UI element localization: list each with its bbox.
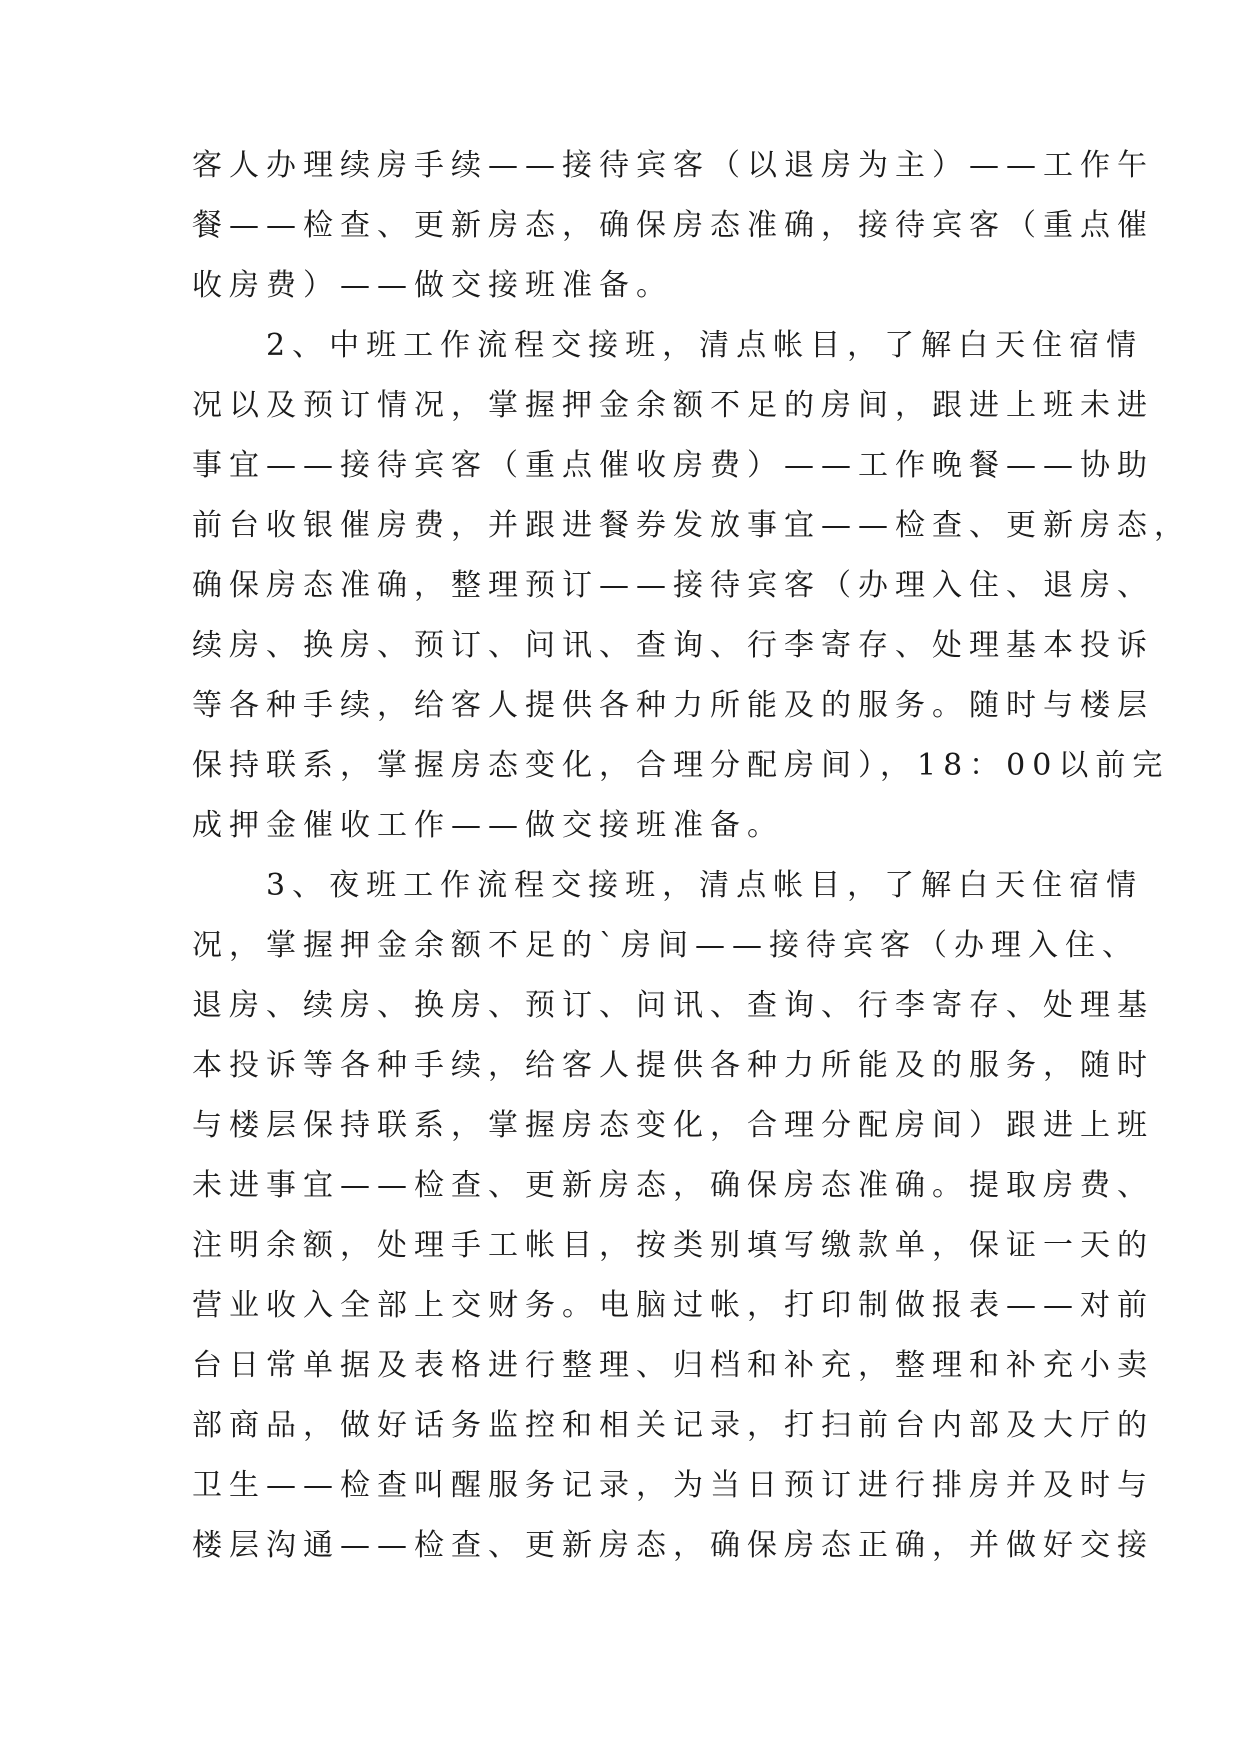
text-line: 餐——检查、更新房态，确保房态准确，接待宾客（重点催	[192, 208, 1154, 243]
text-line: 况，掌握押金余额不足的`房间——接待宾客（办理入住、	[192, 928, 1139, 963]
text-line: 保持联系，掌握房态变化，合理分配房间），18：00以前完	[192, 748, 1170, 783]
text-line: 台日常单据及表格进行整理、归档和补充，整理和补充小卖	[192, 1348, 1154, 1383]
text-line: 营业收入全部上交财务。电脑过帐，打印制做报表——对前	[192, 1288, 1154, 1323]
text-line: 退房、续房、换房、预订、问讯、查询、行李寄存、处理基	[192, 988, 1154, 1023]
text-line: 确保房态准确，整理预订——接待宾客（办理入住、退房、	[192, 568, 1154, 603]
text-line: 成押金催收工作——做交接班准备。	[192, 808, 784, 843]
text-line: 未进事宜——检查、更新房态，确保房态准确。提取房费、	[192, 1168, 1154, 1203]
text-line: 3、夜班工作流程交接班，清点帐目，了解白天住宿情	[192, 868, 1144, 903]
text-line: 等各种手续，给客人提供各种力所能及的服务。随时与楼层	[192, 688, 1154, 723]
text-line: 况以及预订情况，掌握押金余额不足的房间，跟进上班未进	[192, 388, 1154, 423]
text-line: 楼层沟通——检查、更新房态，确保房态正确，并做好交接	[192, 1528, 1154, 1563]
body-text	[192, 136, 1191, 1576]
text-line: 部商品，做好话务监控和相关记录，打扫前台内部及大厅的	[192, 1408, 1154, 1443]
text-line: 事宜——接待宾客（重点催收房费）——工作晚餐——协助	[192, 448, 1154, 483]
text-line: 前台收银催房费，并跟进餐券发放事宜——检查、更新房态，	[192, 508, 1191, 543]
text-line: 收房费）——做交接班准备。	[192, 268, 673, 303]
text-line: 注明余额，处理手工帐目，按类别填写缴款单，保证一天的	[192, 1228, 1154, 1263]
text-line: 2、中班工作流程交接班，清点帐目，了解白天住宿情	[192, 328, 1144, 363]
text-line: 客人办理续房手续——接待宾客（以退房为主）——工作午	[192, 148, 1154, 183]
text-line: 与楼层保持联系，掌握房态变化，合理分配房间）跟进上班	[192, 1108, 1154, 1143]
text-line: 卫生——检查叫醒服务记录，为当日预订进行排房并及时与	[192, 1468, 1154, 1503]
text-line: 续房、换房、预订、问讯、查询、行李寄存、处理基本投诉	[192, 628, 1154, 663]
text-line: 本投诉等各种手续，给客人提供各种力所能及的服务，随时	[192, 1048, 1154, 1083]
